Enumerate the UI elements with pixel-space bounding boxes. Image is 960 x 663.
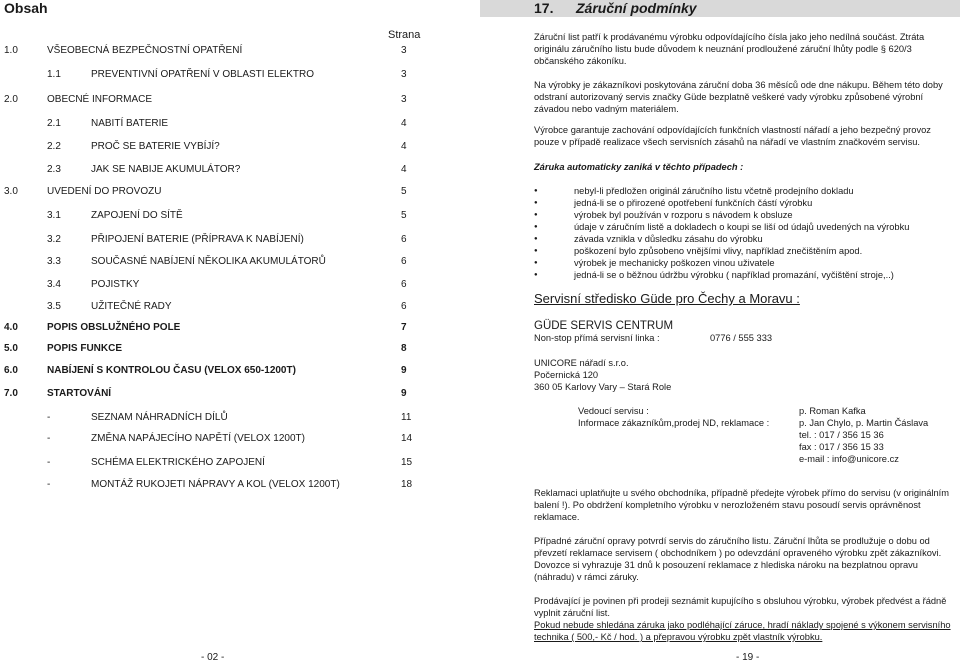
toc-number: 1.0 (4, 45, 18, 56)
toc-title: UVEDENÍ DO PROVOZU (47, 186, 162, 197)
toc-title: SOUČASNÉ NABÍJENÍ NĚKOLIKA AKUMULÁTORŮ (91, 256, 326, 267)
repair-paragraph: Případné záruční opravy potvrdí servis do záručního listu. Záruční lhůta se prodlužuje o dobu od převzetí reklamace servisem ( obchodníkem ) po odevzdání opraveného výrobku zpět zákazníkovi. Dovozce si vyhrazuje 31 dnů k posouzení reklamace z hlediska nároku na bezplatnou opravu (náhradu) v rámci záruky. (534, 536, 942, 582)
page-number: - 02 - (201, 652, 225, 663)
toc-number: 2.0 (4, 94, 18, 105)
toc-number: 2.2 (47, 141, 61, 152)
toc-title: SEZNAM NÁHRADNÍCH DÍLŮ (91, 412, 228, 423)
toc-page-number: 4 (401, 118, 407, 129)
toc-title: NABÍJENÍ S KONTROLOU ČASU (VELOX 650-1200T) (47, 365, 296, 376)
list-item-text: jedná-li se o přirozené opotřebení funkčních částí výrobku (574, 198, 813, 208)
toc-title: POJISTKY (91, 279, 140, 290)
list-item (534, 257, 954, 269)
section-header (480, 0, 960, 17)
list-item-text: poškození bylo způsobeno vnějšími vlivy, například znečištěním apod. (574, 246, 863, 256)
claim-paragraph: Reklamaci uplatňujte u svého obchodníka, případně předejte výrobek přímo do servisu (v originálním balení !). Po obdržení kompletního výrobku v nerozloženém stavu posoudí servis oprávněnost reklamace. (534, 488, 949, 522)
page-column-header: Strana (388, 29, 421, 41)
list-item-text: údaje v záručním listě a dokladech o koupi se liší od údajů uvedených na výrobku (574, 222, 910, 232)
contact-value: fax : 017 / 356 15 33 (799, 442, 884, 452)
contact-row (578, 429, 958, 441)
bullet-icon: ● (534, 200, 538, 206)
toc-title: ZAPOJENÍ DO SÍTĚ (91, 210, 183, 221)
toc-title: PŘIPOJENÍ BATERIE (PŘÍPRAVA K NABÍJENÍ) (91, 234, 304, 245)
toc-page-number: 3 (401, 45, 407, 56)
contact-value: tel. : 017 / 356 15 36 (799, 430, 884, 440)
address-block (534, 357, 671, 393)
service-center-heading: Servisní středisko Güde pro Čechy a Moravu : (534, 291, 800, 306)
bullet-icon: ● (534, 260, 538, 266)
toc-title: JAK SE NABIJE AKUMULÁTOR? (91, 164, 241, 175)
address-line: UNICORE nářadí s.r.o. (534, 358, 629, 368)
bullet-icon: ● (534, 236, 538, 242)
list-item-text: výrobek byl používán v rozporu s návodem k obsluze (574, 210, 793, 220)
toc-number: 3.0 (4, 186, 18, 197)
toc-entry (0, 210, 480, 224)
warranty-paragraph-3: Výrobce garantuje zachování odpovídajících funkčních vlastností nářadí a jeho bezpečný provoz pouze v případě realizace všech servisních zásahů na nářadí ve vlastním značkovém servisu. (534, 125, 931, 147)
contact-label: Vedoucí servisu : (578, 406, 649, 416)
bullet-icon: ● (534, 272, 538, 278)
toc-page-number: 6 (401, 301, 407, 312)
bullet-icon: ● (534, 248, 538, 254)
list-item (534, 233, 954, 245)
toc-entry (0, 186, 480, 200)
bullet-icon: ● (534, 224, 538, 230)
toc-entry (0, 479, 480, 493)
list-item (534, 269, 954, 281)
service-center-name: GÜDE SERVIS CENTRUM (534, 320, 674, 332)
toc-entry (0, 118, 480, 132)
toc-number: 1.1 (47, 69, 61, 80)
section-title: Záruční podmínky (576, 0, 697, 16)
toc-title: PROČ SE BATERIE VYBÍJÍ? (91, 141, 220, 152)
list-item-text: nebyl-li předložen originál záručního listu včetně prodejního dokladu (574, 186, 854, 196)
toc-entry (0, 301, 480, 315)
toc-page-number: 6 (401, 234, 407, 245)
list-item-text: výrobek je mechanicky poškozen vinou uživatele (574, 258, 775, 268)
toc-entry (0, 234, 480, 248)
contact-row (578, 417, 958, 429)
warranty-void-list (534, 185, 954, 281)
toc-title: PREVENTIVNÍ OPATŘENÍ V OBLASTI ELEKTRO (91, 69, 315, 80)
toc-entry (0, 412, 480, 426)
toc-number: 4.0 (4, 322, 18, 333)
toc-number: 5.0 (4, 343, 18, 354)
toc-title: POPIS OBSLUŽNÉHO POLE (47, 322, 181, 333)
toc-page-number: 15 (401, 457, 413, 468)
contacts-block (578, 405, 958, 465)
toc-title: SCHÉMA ELEKTRICKÉHO ZAPOJENÍ (91, 457, 265, 468)
right-page (480, 0, 960, 661)
costs-paragraph: Pokud nebude shledána záruka jako podléhající záruce, hradí náklady spojené s výkonem servisního technika ( 500,- Kč / hod. ) a přepravou výrobku zpět vlastník výrobku. (534, 620, 951, 642)
contact-value: e-mail : info@unicore.cz (799, 454, 899, 464)
toc-page-number: 9 (401, 365, 407, 376)
toc-page-number: 9 (401, 388, 407, 399)
section-number: 17. (534, 0, 554, 16)
toc-title: VŠEOBECNÁ BEZPEČNOSTNÍ OPATŘENÍ (47, 45, 243, 56)
list-item-text: jedná-li se o běžnou údržbu výrobku ( například promazání, vyčištění stroje,..) (574, 270, 894, 280)
toc-number: - (47, 457, 51, 468)
toc-number: 7.0 (4, 388, 18, 399)
contact-row (578, 453, 958, 465)
toc-page-number: 4 (401, 141, 407, 152)
list-item-text: závada vznikla v důsledku zásahu do výrobku (574, 234, 763, 244)
hotline-label: Non-stop přímá servisní linka : (534, 333, 660, 343)
contact-row (578, 405, 958, 417)
list-item (534, 209, 954, 221)
toc-number: 2.3 (47, 164, 61, 175)
toc-title: MONTÁŽ RUKOJETI NÁPRAVY A KOL (VELOX 1200T) (91, 479, 340, 490)
toc-number: - (47, 479, 51, 490)
table-of-contents (0, 0, 480, 661)
bullet-icon: ● (534, 188, 538, 194)
toc-entry (0, 343, 480, 357)
toc-number: - (47, 412, 51, 423)
toc-entry (0, 388, 480, 402)
address-line: Počernická 120 (534, 370, 599, 380)
page-number: - 19 - (736, 652, 760, 663)
seller-paragraph: Prodávající je povinen při prodeji seznámit kupujícího s obsluhou výrobku, výrobek předvést a řádně vyplnit záruční list. (534, 596, 947, 618)
toc-page-number: 11 (401, 412, 412, 423)
list-item (534, 197, 954, 209)
toc-title: STARTOVÁNÍ (47, 388, 112, 399)
hotline-number: 0776 / 555 333 (710, 333, 773, 343)
contact-label: Informace zákazníkům,prodej ND, reklamace : (578, 418, 770, 428)
toc-page-number: 6 (401, 279, 407, 290)
toc-entry (0, 256, 480, 270)
toc-number: - (47, 433, 51, 444)
toc-page-number: 8 (401, 343, 407, 354)
toc-entry (0, 322, 480, 336)
warranty-paragraph-1: Záruční list patří k prodávanému výrobku odpovídajícího čísla jako jeho nedílná součást. Ztráta originálu záručního listu bude důvodem k neuznání prodloužené záruční lhůty podle § 620/3 občanského zákoníku. (534, 32, 925, 66)
list-item (534, 185, 954, 197)
address-line: 360 05 Karlovy Vary – Stará Role (534, 382, 672, 392)
toc-number: 6.0 (4, 365, 18, 376)
toc-page-number: 3 (401, 69, 407, 80)
toc-title: POPIS FUNKCE (47, 343, 123, 354)
toc-page-number: 5 (401, 210, 407, 221)
contact-value: p. Jan Chylo, p. Martin Čáslava (799, 418, 929, 428)
toc-title: UŽITEČNÉ RADY (91, 301, 172, 312)
toc-number: 3.1 (47, 210, 61, 221)
left-page (0, 0, 480, 661)
toc-number: 3.5 (47, 301, 61, 312)
toc-entry (0, 69, 480, 83)
toc-number: 2.1 (47, 118, 61, 129)
toc-entry (0, 94, 480, 108)
toc-entry (0, 457, 480, 471)
toc-entry (0, 164, 480, 178)
contact-value: p. Roman Kafka (799, 406, 866, 416)
toc-entry (0, 279, 480, 293)
toc-page-number: 5 (401, 186, 407, 197)
list-item (534, 245, 954, 257)
toc-page-number: 3 (401, 94, 407, 105)
toc-entry (0, 433, 480, 447)
contact-row (578, 441, 958, 453)
toc-entry (0, 45, 480, 59)
toc-entry (0, 141, 480, 155)
toc-number: 3.3 (47, 256, 61, 267)
page-title: Obsah (4, 0, 48, 16)
toc-page-number: 6 (401, 256, 407, 267)
toc-number: 3.4 (47, 279, 61, 290)
toc-entry (0, 365, 480, 379)
toc-number: 3.2 (47, 234, 61, 245)
list-item (534, 221, 954, 233)
toc-title: ZMĚNA NAPÁJECÍHO NAPĚTÍ (VELOX 1200T) (91, 433, 305, 444)
toc-page-number: 4 (401, 164, 407, 175)
toc-page-number: 18 (401, 479, 413, 490)
toc-title: NABITÍ BATERIE (91, 118, 169, 129)
warranty-paragraph-2: Na výrobky je zákazníkovi poskytována záruční doba 36 měsíců ode dne nákupu. Během této doby odstraní autorizovaný servis značky Güde bezplatně veškeré vady výrobku způsobené výrobní závadou nebo vadným materiálem. (534, 80, 943, 114)
toc-page-number: 7 (401, 322, 407, 333)
toc-page-number: 14 (401, 433, 413, 444)
bullet-icon: ● (534, 212, 538, 218)
toc-title: OBECNÉ INFORMACE (47, 94, 153, 105)
warranty-void-heading: Záruka automaticky zaniká v těchto případech : (534, 162, 744, 172)
